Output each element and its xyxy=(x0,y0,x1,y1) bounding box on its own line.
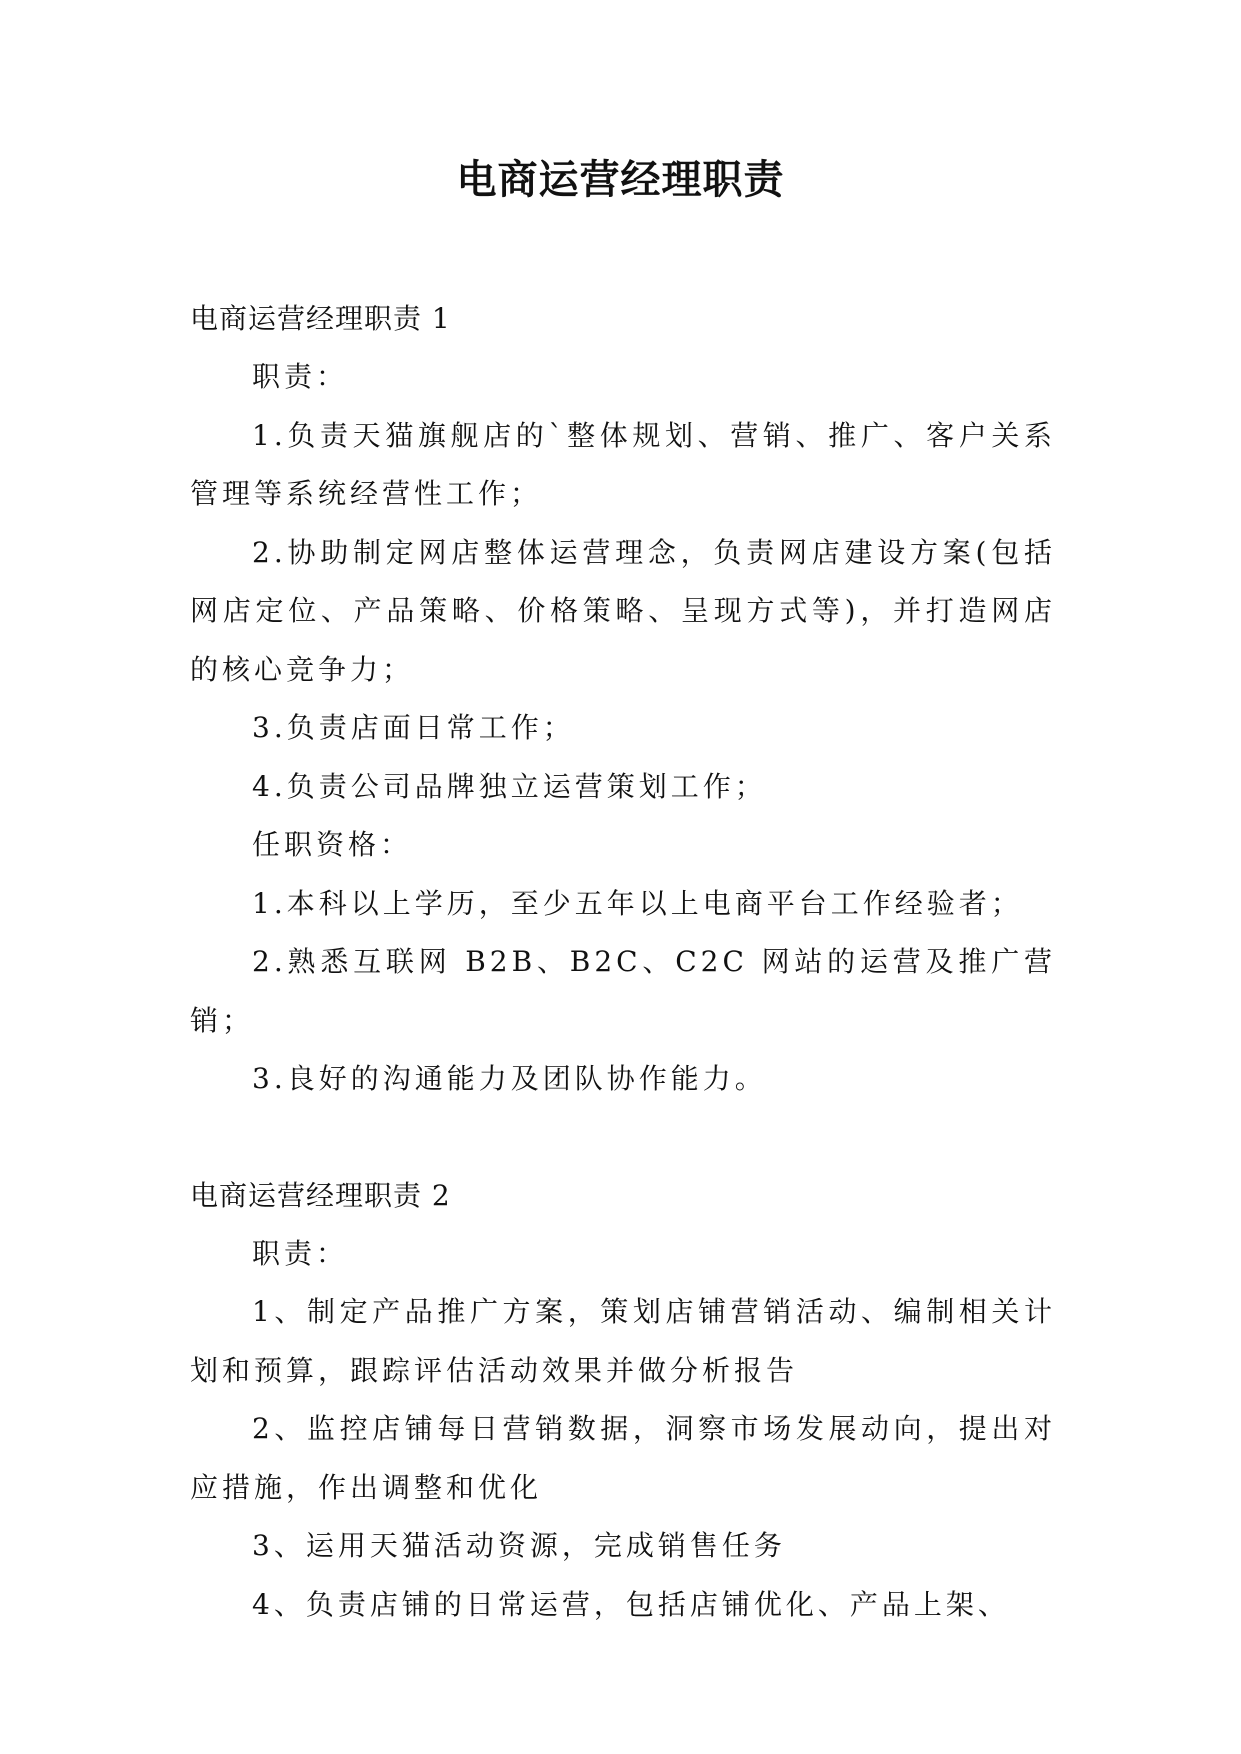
section-spacer xyxy=(190,1109,1056,1167)
document-title: 电商运营经理职责 xyxy=(456,156,785,203)
paragraph: 4、负责店铺的日常运营，包括店铺优化、产品上架、 xyxy=(252,1587,1010,1621)
paragraph: 2.协助制定网店整体运营理念，负责网店建设方案(包括网店定位、产品策略、价格策略、呈现方式等)，并打造网店的核心竞争力； xyxy=(190,535,1056,686)
document-body xyxy=(190,290,1056,1634)
paragraph: 1.负责天猫旗舰店的`整体规划、营销、推广、客户关系管理等系统经营性工作； xyxy=(190,418,1056,510)
paragraph: 1.本科以上学历，至少五年以上电商平台工作经验者； xyxy=(252,886,1023,920)
section-1 xyxy=(190,290,1056,1109)
paragraph: 3.负责店面日常工作； xyxy=(252,711,575,744)
section-2 xyxy=(190,1167,1056,1635)
paragraph: 3.良好的沟通能力及团队协作能力。 xyxy=(252,1062,767,1095)
section-heading: 电商运营经理职责 2 xyxy=(190,1178,451,1212)
paragraph: 2.熟悉互联网 B2B、B2C、C2C 网站的运营及推广营销； xyxy=(190,945,1056,1037)
paragraph: 1、制定产品推广方案，策划店铺营销活动、编制相关计划和预算，跟踪评估活动效果并做分析报告 xyxy=(190,1295,1056,1387)
paragraph: 4.负责公司品牌独立运营策划工作； xyxy=(252,769,767,803)
paragraph: 职责： xyxy=(252,1236,349,1270)
paragraph: 职责： xyxy=(252,360,349,393)
paragraph: 3、运用天猫活动资源，完成销售任务 xyxy=(252,1529,786,1562)
paragraph: 任职资格： xyxy=(252,828,413,861)
paragraph: 2、监控店铺每日营销数据，洞察市场发展动向，提出对应措施，作出调整和优化 xyxy=(190,1412,1056,1504)
section-heading: 电商运营经理职责 1 xyxy=(190,302,451,335)
